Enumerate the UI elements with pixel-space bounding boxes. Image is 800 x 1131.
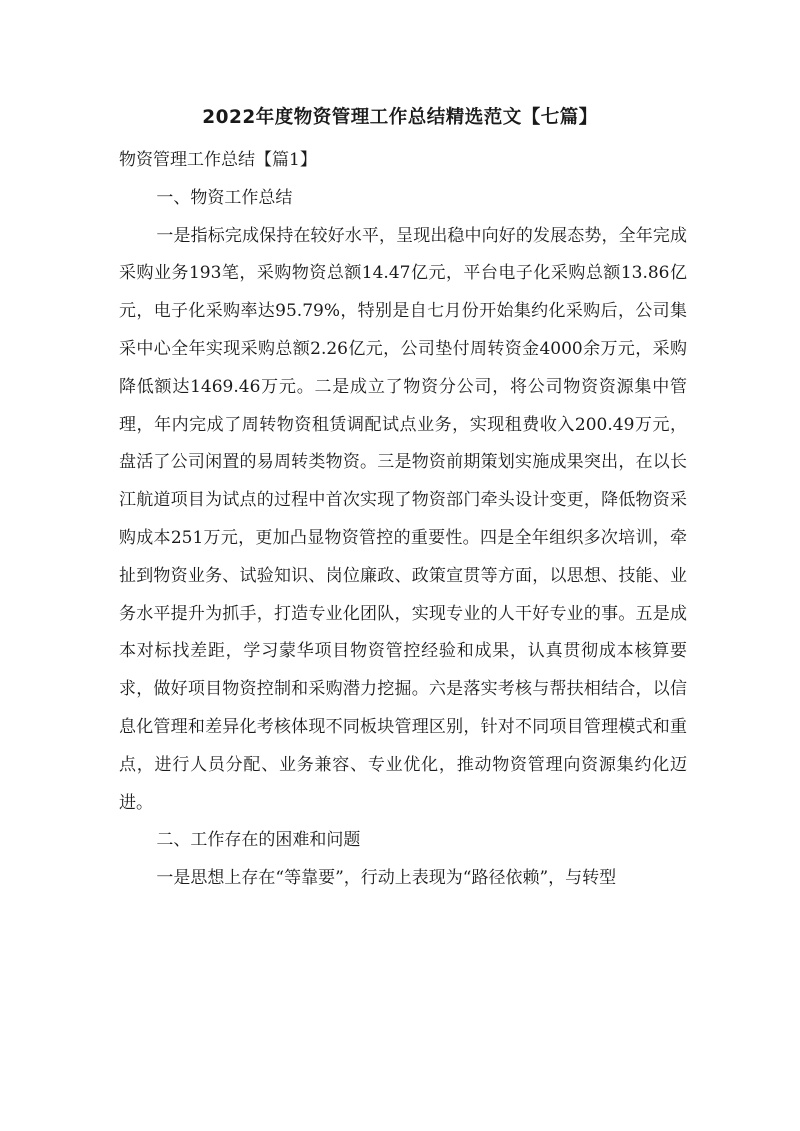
paragraph-difficulties: 一是思想上存在“等靠要”，行动上表现为“路径依赖”，与转型: [156, 868, 617, 889]
document-title: 2022年度物资管理工作总结精选范文【七篇】: [202, 107, 598, 128]
subheading-difficulties: 二、工作存在的困难和问题: [156, 830, 361, 851]
section-heading-part1: 物资管理工作总结【篇1】: [119, 150, 317, 170]
document-body: [119, 142, 687, 898]
paragraph-work-summary: 一是指标完成保持在较好水平，呈现出稳中向好的发展态势，全年完成采购业务193笔，采购物资总额14.47亿元，平台电子化采购总额13.86亿元，电子化采购率达95.79%，特别是自七月份开始集约化采购后，公司集采中心全年实现采购总额2.26亿元，公司垫付周转资金4000余万元，采购降低额达1469.46万元。二是成立了物资分公司，将公司物资资源集中管理，年内完成了周转物资租赁调配试点业务，实现租费收入200.49万元，盘活了公司闲置的易周转类物资。三是物资前期策划实施成果突出，在以长江航道项目为试点的过程中首次实现了物资部门牵头设计变更，降低物资采购成本251万元，更加凸显物资管控的重要性。四是全年组织多次培训，牵扯到物资业务、试验知识、岗位廉政、政策宣贯等方面，以思想、技能、业务水平提升为抓手，打造专业化团队，实现专业的人干好专业的事。五是成本对标找差距，学习蒙华项目物资管控经验和成果，认真贯彻成本核算要求，做好项目物资控制和采购潜力挖掘。六是落实考核与帮扶相结合，以信息化管理和差异化考核体现不同板块管理区别，针对不同项目管理模式和重点，进行人员分配、业务兼容、专业优化，推动物资管理向资源集约化迈进。: [119, 225, 687, 813]
subheading-work-summary: 一、物资工作总结: [156, 187, 293, 208]
